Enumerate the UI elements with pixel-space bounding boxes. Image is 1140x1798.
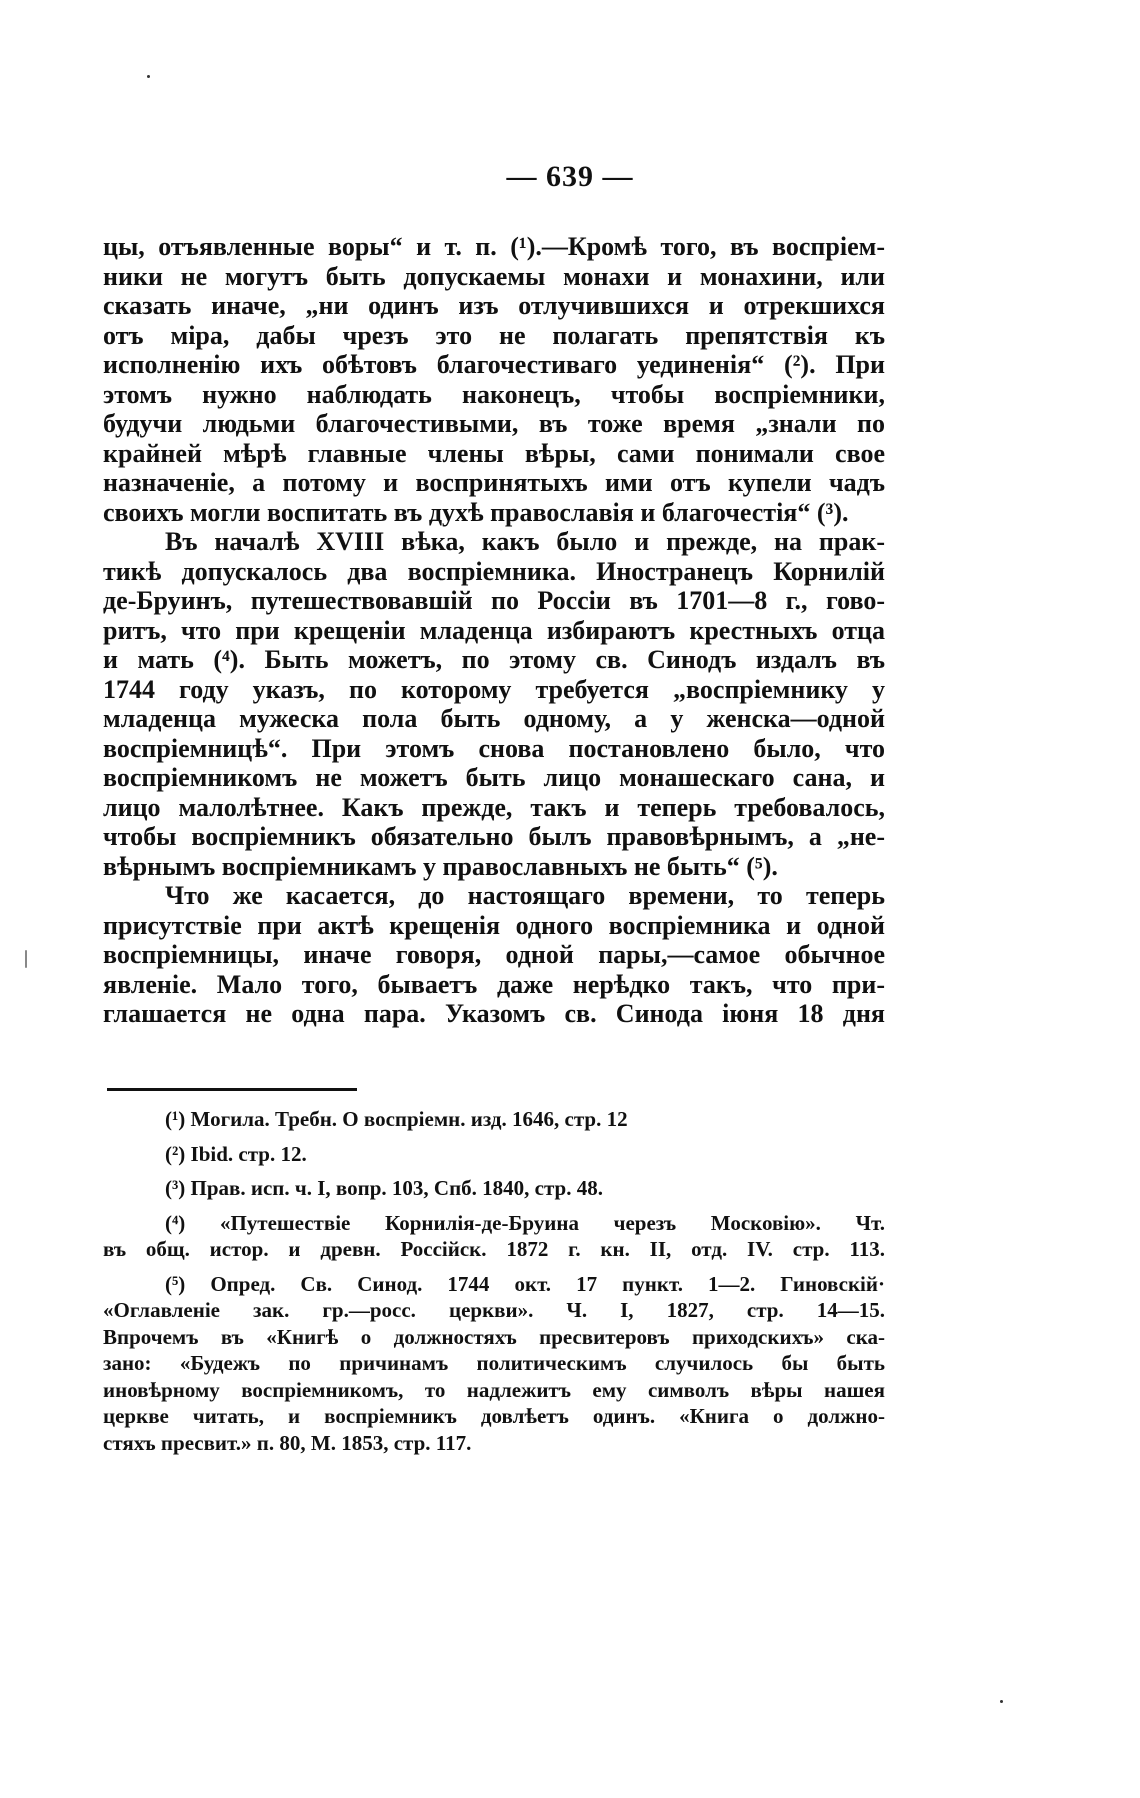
footnote-5-cont: церкве читать, и воспріемникъ довлѣетъ одинъ. «Книга о должно- [103,1404,885,1428]
scan-speck [1000,1700,1003,1703]
footnote-divider [107,1088,357,1091]
text-line: будучи людьми благочестивыми, въ тоже время „знали по [103,409,885,438]
footnote-2: (²) Ibid. стр. 12. [165,1141,307,1166]
text-line: своихъ могли воспитать въ духѣ православія и благочестія“ (³). [103,497,849,527]
text-line: младенца мужеска пола быть одному, а у женска—одной [103,704,885,733]
text-line: вѣрнымъ воспріемникамъ у православныхъ не быть“ (⁵). [103,851,778,881]
footnote-5-cont: «Оглавленіе зак. гр.—росс. церкви». Ч. I, 1827, стр. 14—15. [103,1298,885,1322]
scan-speck [25,950,27,968]
footnote-5: (⁵) Опред. Св. Синод. 1744 окт. 17 пункт. 1—2. Гиновскій· [165,1271,885,1296]
text-line: ники не могутъ быть допускаемы монахи и монахини, или [103,261,885,291]
footnote-3: (³) Прав. исп. ч. I, вопр. 103, Спб. 1840, стр. 48. [165,1176,603,1200]
footnote-1: (¹) Могила. Требн. О воспріемн. изд. 1646, стр. 12 [165,1107,628,1131]
footnote-5-cont: зано: «Будежъ по причинамъ политическимъ случилось бы быть [103,1351,885,1375]
footnote-5-cont: иновѣрному воспріемникомъ, то надлежитъ ему символъ вѣры нашея [103,1377,885,1402]
text-line: явленіе. Мало того, бываетъ даже нерѣдко такъ, что при- [103,969,885,999]
text-line: присутствіе при актѣ крещенія одного воспріемника и одной [103,910,885,940]
text-line: воспріемницѣ“. При этомъ снова постановлено было, что [103,733,885,763]
text-line: воспріемницы, иначе говоря, одной пары,—самое обычное [103,940,885,969]
text-line: лицо малолѣтнее. Какъ прежде, такъ и теперь требовалось, [103,792,885,822]
footnotes [103,1106,885,1456]
text-line: глашается не одна пара. Указомъ св. Синода іюня 18 дня [103,999,885,1028]
page-number: — 639 — [506,160,634,193]
text-line: и мать (⁴). Быть можетъ, по этому св. Синодъ издалъ въ [103,645,885,674]
text-line: крайней мѣрѣ главные члены вѣры, сами понимали свое [103,438,885,468]
text-line: де-Бруинъ, путешествовавшій по Россіи въ 1701—8 г., гово- [103,586,885,615]
text-line: исполненію ихъ обѣтовъ благочестиваго уединенія“ (²). При [103,350,885,379]
text-line: сказать иначе, „ни одинъ изъ отлучившихся и отрекшихся [103,291,885,320]
text-line: отъ міра, дабы чрезъ это не полагать препятствія къ [103,320,885,350]
text-line: ритъ, что при крещеніи младенца избираютъ крестныхъ отца [103,615,885,645]
text-line: чтобы воспріемникъ обязательно былъ правовѣрнымъ, а „не- [103,822,885,851]
scan-speck [147,75,150,78]
text-line: воспріемникомъ не можетъ быть лицо монашескаго сана, и [103,763,885,792]
footnote-4: (⁴) «Путешествіе Корнилія-де-Бруина черезъ Московію». Чт. [165,1210,885,1235]
footnote-4-cont: въ общ. истор. и древн. Россійск. 1872 г. кн. II, отд. IV. стр. 113. [103,1237,885,1261]
footnote-5-cont: Впрочемъ въ «Книгѣ о должностяхъ пресвитеровъ приходскихъ» ска- [103,1324,885,1349]
paragraph-start-line: Въ началѣ XVIII вѣка, какъ было и прежде, на прак- [165,527,885,556]
text-line: этомъ нужно наблюдать наконецъ, чтобы воспріемники, [103,379,885,409]
text-line: 1744 году указъ, по которому требуется „воспріемнику у [103,674,885,704]
paragraph-start-line: Что же касается, до настоящаго времени, то теперь [165,881,885,910]
text-line: назначеніе, а потому и воспринятыхъ ими отъ купели чадъ [103,468,885,497]
text-line: тикѣ допускалось два воспріемника. Иностранецъ Корнилій [103,556,885,586]
footnote-5-cont: стяхъ пресвит.» п. 80, М. 1853, стр. 117. [103,1430,472,1455]
text-line: цы, отъявленные воры“ и т. п. (¹).—Кромѣ того, въ воспріем- [103,232,885,261]
main-text [103,232,885,1029]
